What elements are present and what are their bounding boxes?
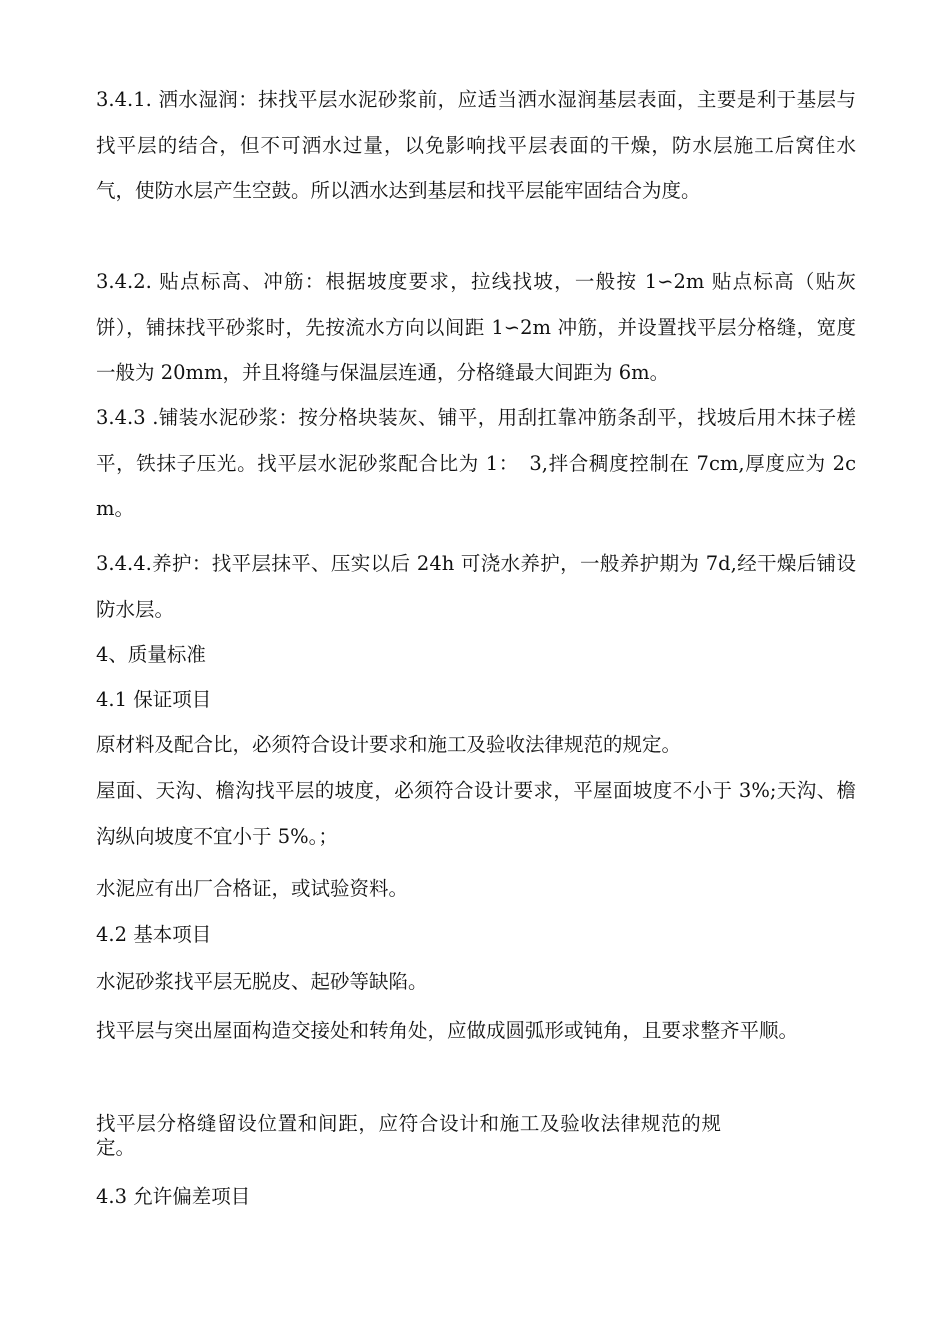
- section-heading-quality-standard: 4、质量标准: [96, 643, 206, 666]
- paragraph-materials: 原材料及配合比，必须符合设计要求和施工及验收法律规范的规定。: [96, 733, 682, 756]
- paragraph-3-4-1: 3.4.1. 洒水湿润：抹找平层水泥砂浆前，应适当洒水湿润基层表面，主要是利于基层与找平层的结合，但不可洒水过量，以免影响找平层表面的干燥，防水层施工后窝住水气，使防水层产生空鼓。所以洒水达到基层和找平层能牢固结合为度。: [96, 88, 856, 202]
- subheading-4-2: 4.2 基本项目: [96, 923, 212, 946]
- paragraph-3-4-2: 3.4.2. 贴点标高、冲筋：根据坡度要求，拉线找坡，一般按 1∽2m 贴点标高（贴灰饼），铺抹找平砂浆时，先按流水方向以间距 1∽2m 冲筋，并设置找平层分格缝，宽度一般为 20mm，并且将缝与保温层连通，分格缝最大间距为 6m。: [96, 270, 856, 384]
- paragraph-no-defects: 水泥砂浆找平层无脱皮、起砂等缺陷。: [96, 970, 428, 993]
- subheading-4-3: 4.3 允许偏差项目: [96, 1185, 251, 1208]
- paragraph-corners: 找平层与突出屋面构造交接处和转角处，应做成圆弧形或钝角，且要求整齐平顺。: [96, 1019, 799, 1042]
- paragraph-cement-certificate: 水泥应有出厂合格证，或试验资料。: [96, 877, 409, 900]
- paragraph-3-4-4: 3.4.4.养护：找平层抹平、压实以后 24h 可浇水养护，一般养护期为 7d,经干燥后铺设防水层。: [96, 552, 856, 621]
- paragraph-joints: 找平层分格缝留设位置和间距，应符合设计和施工及验收法律规范的规定。: [96, 1112, 721, 1159]
- subheading-4-1: 4.1 保证项目: [96, 688, 212, 711]
- paragraph-3-4-3: 3.4.3 .铺装水泥砂浆：按分格块装灰、铺平，用刮扛靠冲筋条刮平，找坡后用木抹子槎平，铁抹子压光。找平层水泥砂浆配合比为 1： 3,拌合稠度控制在 7cm,厚度应为 2cm。: [96, 406, 856, 520]
- paragraph-slope: 屋面、天沟、檐沟找平层的坡度，必须符合设计要求，平屋面坡度不小于 3%;天沟、檐沟纵向坡度不宜小于 5%。；: [96, 779, 856, 848]
